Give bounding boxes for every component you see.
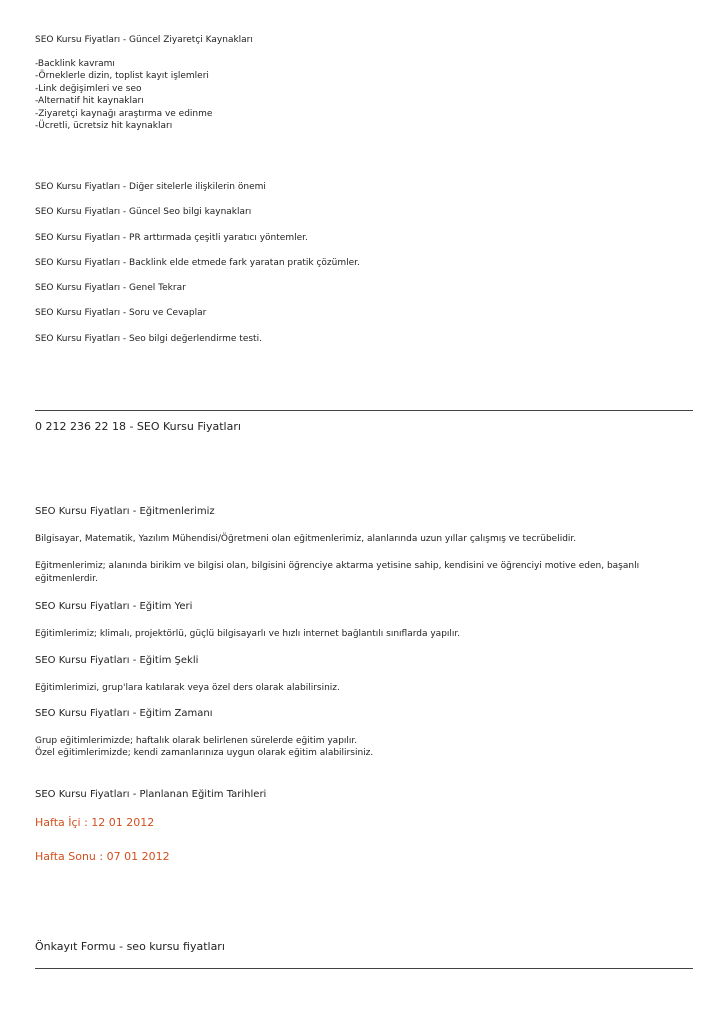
instructors-text-2: Eğitmenlerimiz; alanında birikim ve bilgisi olan, bilgisini öğrenciye aktarma yetisine sahip, kendisini ve öğrenciyi motive eden, başanlı eğitmenlerdir. [35,561,640,584]
list-item: -Backlink kavramı [35,59,115,69]
topic-line: SEO Kursu Fiyatları - PR arttırmada çeşitli yaratıcı yöntemler. [35,233,308,243]
topic-line: SEO Kursu Fiyatları - Genel Tekrar [35,283,186,293]
topic-line: SEO Kursu Fiyatları - Soru ve Cevaplar [35,308,207,318]
topic-line: SEO Kursu Fiyatları - Diğer sitelerle ilişkilerin önemi [35,182,266,192]
timing-text-1: Grup eğitimlerimizde; haftalık olarak belirlenen sürelerde eğitim yapılır. [35,736,358,746]
location-text: Eğitimlerimiz; klimalı, projektörlü, güçlü bilgisayarlı ve hızlı internet bağlantılı sınıflarda yapılır. [35,629,461,639]
section-divider [35,968,693,969]
timing-text-2: Özel eğitimlerimizde; kendi zamanlarınıza uygun olarak eğitim alabilirsiniz. [35,748,374,758]
document-page [35,0,693,1030]
location-heading: SEO Kursu Fiyatları - Eğitim Yeri [35,601,193,612]
list-item: -Alternatif hit kaynakları [35,96,144,107]
phone-title: 0 212 236 22 18 - SEO Kursu Fiyatları [35,420,241,433]
list-item: -Link değişimleri ve seo [35,83,142,94]
weekday-date: Hafta İçi : 12 01 2012 [35,816,155,829]
intro-heading: SEO Kursu Fiyatları - Güncel Ziyaretçi Kaynakları [35,35,253,45]
weekend-date: Hafta Sonu : 07 01 2012 [35,850,170,863]
format-heading: SEO Kursu Fiyatları - Eğitim Şekli [35,655,199,666]
instructors-text: Bilgisayar, Matematik, Yazılım Mühendisi/Öğretmeni olan eğitmenlerimiz, alanlarında uzun yıllar çalışmış ve tecrübelidir. [35,534,577,544]
section-divider [35,410,693,411]
intro-list [35,58,212,132]
topic-line: SEO Kursu Fiyatları - Güncel Seo bilgi kaynakları [35,207,252,217]
form-title: Önkayıt Formu - seo kursu fiyatları [35,940,225,953]
list-item: -Ücretli, ücretsiz hit kaynakları [35,120,173,131]
topic-line: SEO Kursu Fiyatları - Backlink elde etmede fark yaratan pratik çözümler. [35,258,360,268]
instructors-heading: SEO Kursu Fiyatları - Eğitmenlerimiz [35,506,215,517]
timing-heading: SEO Kursu Fiyatları - Eğitim Zamanı [35,708,213,719]
list-item: -Ziyaretçi kaynağı araştırma ve edinme [35,108,213,119]
topic-line: SEO Kursu Fiyatları - Seo bilgi değerlendirme testi. [35,334,262,344]
list-item: -Örneklerle dizin, toplist kayıt işlemleri [35,71,209,82]
format-text: Eğitimlerimizi, grup'lara katılarak veya özel ders olarak alabilirsiniz. [35,683,340,693]
dates-heading: SEO Kursu Fiyatları - Planlanan Eğitim Tarihleri [35,789,267,800]
